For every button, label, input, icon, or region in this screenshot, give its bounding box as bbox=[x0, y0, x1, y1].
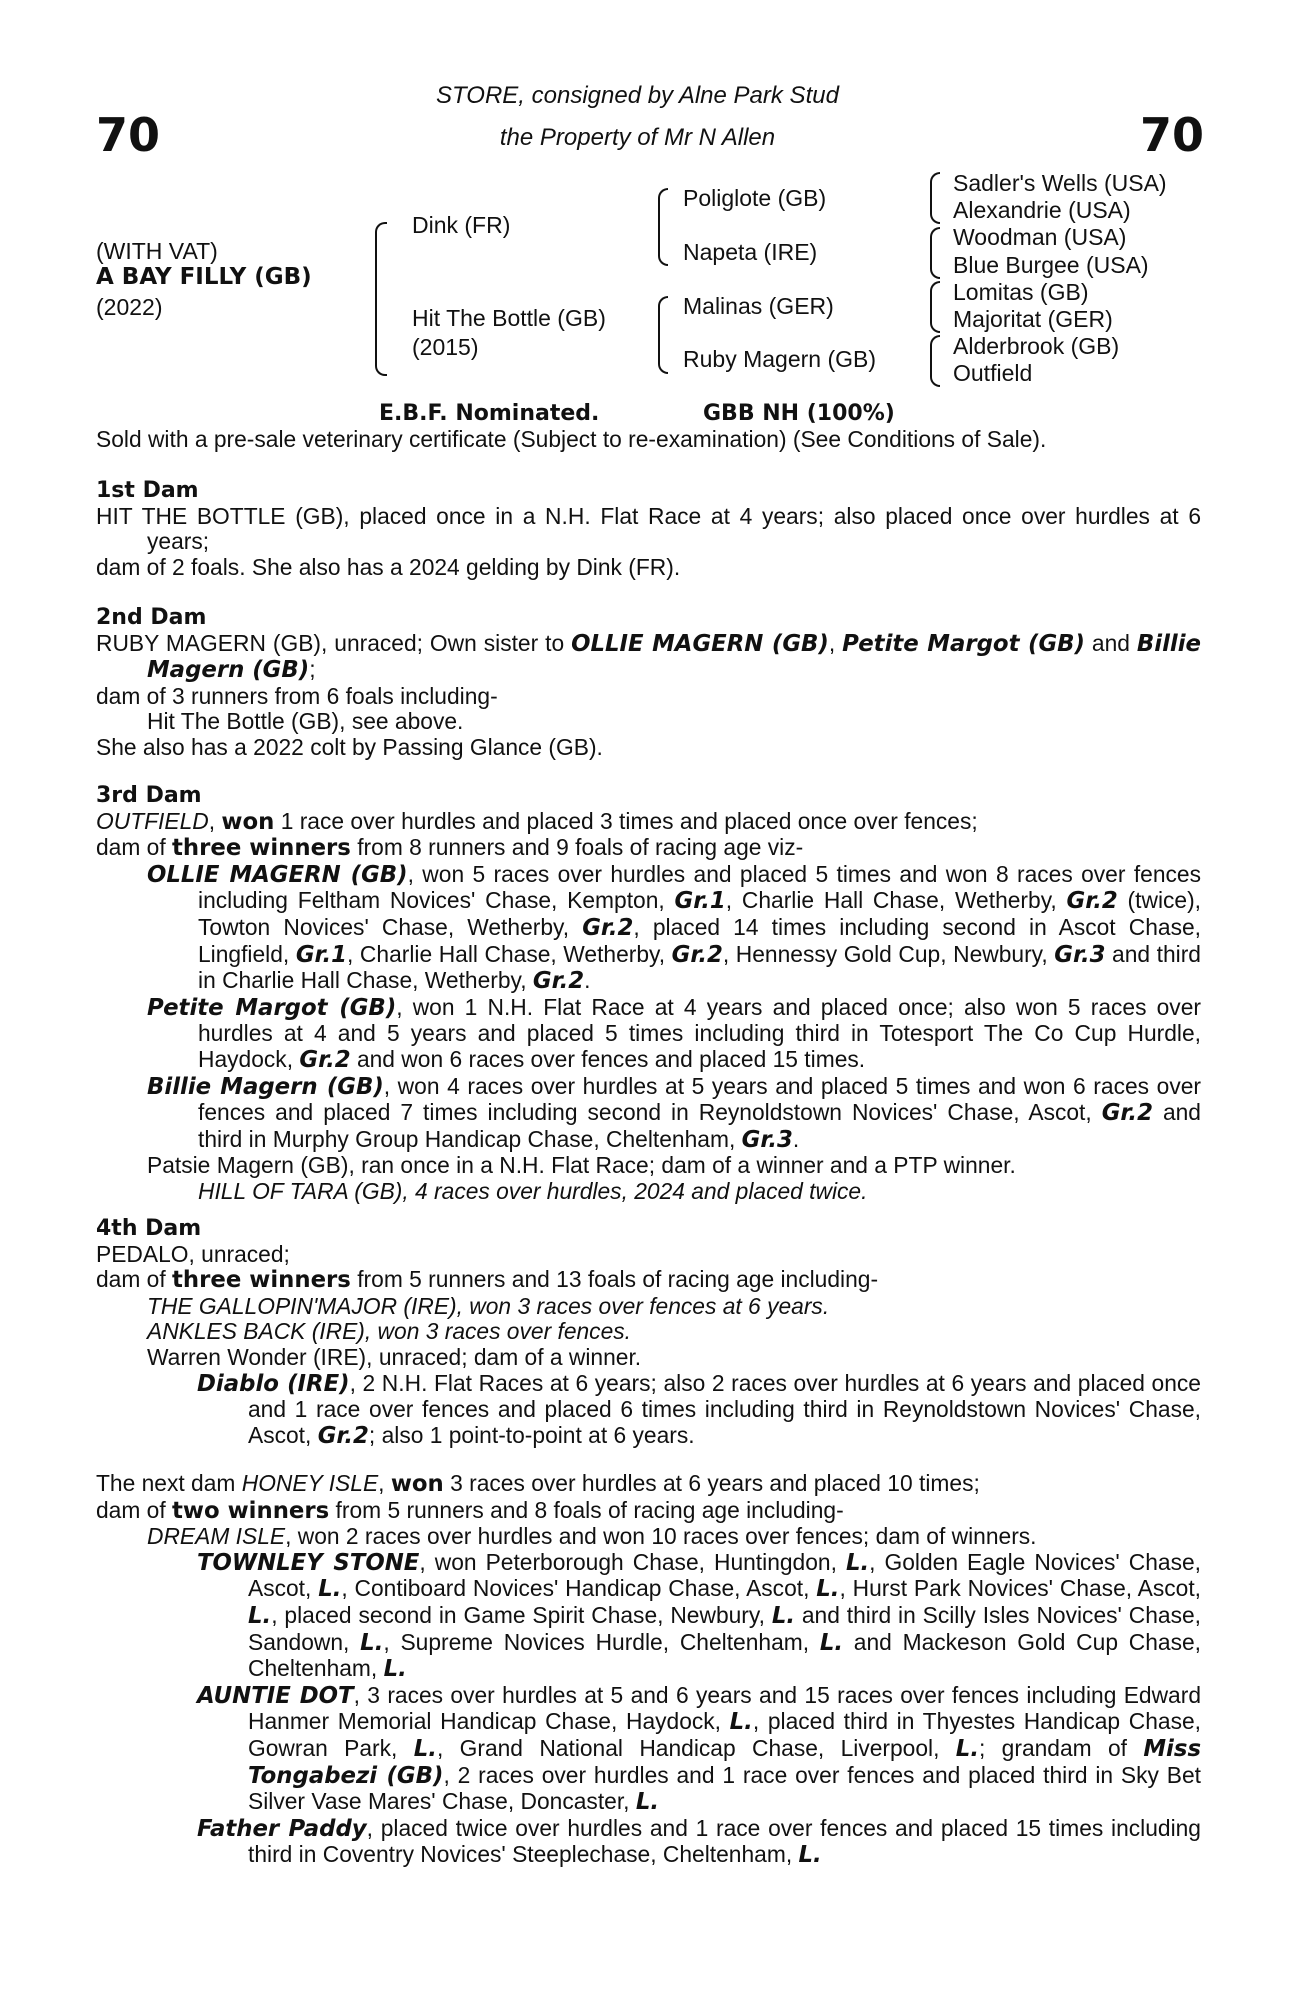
billie-name: Billie Magern (GB) bbox=[147, 1073, 384, 1100]
second-dam-progeny: Hit The Bottle (GB), see above. bbox=[147, 708, 464, 735]
first-dam-line: HIT THE BOTTLE (GB), placed once in a N.H. Flat Race at 4 years; also placed once over hurdles at 6 years; bbox=[96, 502, 1201, 555]
second-dam-text: RUBY MAGERN (GB), unraced; Own sister to bbox=[96, 629, 572, 656]
text: , placed 14 times including second in Ascot Chase, Lingfield, bbox=[198, 913, 1201, 967]
listed-mark: L. bbox=[248, 1602, 272, 1629]
fourth-dam-heading: 4th Dam bbox=[96, 1216, 202, 1241]
text: , won 1 N.H. Flat Race at 4 years and placed once; also won 5 races over hurdles at 4 and 5 years and placed 5 times including third in Totesport The Co Cup Hurdle, Haydock, bbox=[198, 993, 1201, 1072]
text: , Hurst Park Novices' Chase, Ascot, bbox=[839, 1575, 1202, 1602]
text: . bbox=[792, 1125, 800, 1152]
third-dam-heading: 3rd Dam bbox=[96, 783, 202, 808]
pedigree-sire: Dink (FR) bbox=[412, 212, 511, 238]
diablo-name: Diablo (IRE) bbox=[197, 1370, 350, 1397]
text: 3 races over hurdles at 6 years and placed 10 times; bbox=[443, 1470, 980, 1496]
listed-mark: L. bbox=[816, 1576, 840, 1603]
listed-mark: L. bbox=[635, 1789, 660, 1816]
grade: Gr.3 bbox=[1054, 941, 1106, 968]
sibling-petite: Petite Margot (GB) bbox=[842, 630, 1085, 657]
progeny-patsie: Patsie Magern (GB), ran once in a N.H. Flat Race; dam of a winner and a PTP winner. bbox=[147, 1152, 1016, 1179]
second-dam-heading: 2nd Dam bbox=[96, 605, 207, 630]
listed-mark: L. bbox=[845, 1549, 870, 1576]
text: , Supreme Novices Hurdle, Cheltenham, bbox=[383, 1628, 820, 1655]
sibling-billie: Billie Magern (GB) bbox=[147, 630, 1201, 684]
text: , Hennessy Gold Cup, Newbury, bbox=[722, 940, 1055, 967]
sep: ; bbox=[309, 656, 316, 683]
text: , placed twice over hurdles and 1 race over fences and placed 15 times including third in Coventry Novices' Steeplechase, Cheltenham, bbox=[248, 1814, 1201, 1868]
text: from 5 runners and 8 foals of racing age including- bbox=[329, 1496, 844, 1523]
grade: Gr.2 bbox=[582, 914, 634, 941]
text: from 8 runners and 9 foals of racing age viz- bbox=[350, 834, 804, 861]
text: , 3 races over hurdles at 5 and 6 years and 15 races over fences including Edward Hanmer Memorial Handicap Chase, Haydock, bbox=[248, 1681, 1202, 1735]
text: and third in Murphy Group Handicap Chase, Cheltenham, bbox=[198, 1099, 1201, 1152]
second-dam-colt: She also has a 2022 colt by Passing Glance (GB). bbox=[96, 733, 603, 760]
progeny-warren-wonder: Warren Wonder (IRE), unraced; dam of a winner. bbox=[147, 1343, 642, 1370]
sep: and bbox=[1084, 629, 1137, 656]
pedigree-brace-5 bbox=[930, 227, 940, 279]
auntie-name: AUNTIE DOT bbox=[197, 1682, 354, 1709]
listed-mark: L. bbox=[771, 1602, 795, 1629]
listed-mark: L. bbox=[729, 1709, 753, 1736]
text: . bbox=[584, 967, 591, 994]
text: , Grand National Handicap Chase, Liverpool, bbox=[436, 1734, 956, 1761]
text: , won 5 races over hurdles and placed 5 times and won 8 races over fences including Feltham Novices' Chase, Kempton, bbox=[198, 860, 1201, 914]
third-dam-record: 1 race over hurdles and placed 3 times and placed once over fences; bbox=[274, 807, 978, 834]
text: , Contiboard Novices' Handicap Chase, Ascot, bbox=[341, 1575, 817, 1602]
text: dam of bbox=[96, 1496, 173, 1523]
third-dam-produce bbox=[96, 835, 1201, 862]
vet-certificate-note: Sold with a pre-sale veterinary certificate (Subject to re-examination) (See Conditions of Sale). bbox=[96, 426, 1047, 452]
property-line: the Property of Mr N Allen bbox=[499, 124, 776, 151]
sibling-ollie: OLLIE MAGERN (GB) bbox=[571, 630, 829, 657]
next-dam-produce bbox=[96, 1498, 1201, 1525]
third-dam-section bbox=[96, 783, 1201, 1205]
first-dam-foals: dam of 2 foals. She also has a 2024 gelding by Dink (FR). bbox=[96, 553, 681, 580]
pedigree-dam: Hit The Bottle (GB) bbox=[412, 305, 606, 331]
pedigree-dds: Alderbrook (GB) bbox=[953, 333, 1120, 359]
miss-tongabezi-name: Miss Tongabezi (GB) bbox=[248, 1735, 1202, 1789]
progeny-ollie bbox=[96, 862, 1201, 995]
text: The next dam bbox=[96, 1470, 242, 1496]
grade: Gr.3 bbox=[741, 1126, 793, 1153]
progeny-gallopin-major: THE GALLOPIN'MAJOR (IRE), won 3 races over fences at 6 years. bbox=[147, 1292, 830, 1319]
pedigree-sds: Woodman (USA) bbox=[953, 224, 1127, 250]
next-dam-line bbox=[96, 1471, 1201, 1498]
grade: Gr.2 bbox=[671, 941, 723, 968]
winners-count: three winners bbox=[172, 835, 351, 862]
fourth-dam-produce bbox=[96, 1267, 1201, 1294]
lot-number-right: 70 bbox=[1139, 108, 1204, 162]
consignor-line: STORE, consigned by Alne Park Stud bbox=[436, 82, 839, 109]
text: (twice), Towton Novices' Chase, Wetherby, bbox=[198, 887, 1202, 940]
text: dam of bbox=[96, 834, 173, 861]
pedigree-brace-3 bbox=[658, 296, 668, 374]
listed-mark: L. bbox=[360, 1629, 384, 1656]
winners-count: three winners bbox=[172, 1267, 351, 1294]
ebf-nominated: E.B.F. Nominated. bbox=[379, 401, 600, 426]
text: dam of bbox=[96, 1266, 173, 1293]
grade: Gr.1 bbox=[674, 888, 726, 915]
grade: Gr.2 bbox=[532, 968, 585, 995]
progeny-dream-isle bbox=[96, 1524, 1201, 1550]
listed-mark: L. bbox=[955, 1735, 979, 1762]
second-dam-runners: dam of 3 runners from 6 foals including- bbox=[96, 682, 498, 709]
progeny-townley-stone bbox=[96, 1550, 1201, 1683]
text: , placed second in Game Spirit Chase, Newbury, bbox=[271, 1601, 772, 1628]
listed-mark: L. bbox=[798, 1842, 822, 1869]
pedigree-dam-dam: Ruby Magern (GB) bbox=[683, 346, 877, 372]
pedigree-brace-6 bbox=[930, 281, 940, 333]
next-dam-name: HONEY ISLE bbox=[241, 1470, 379, 1496]
dream-isle-name: DREAM ISLE bbox=[147, 1523, 286, 1550]
text: , won 4 races over hurdles at 5 years and placed 5 times and won 6 races over fences and placed 7 times including second in Reynoldstown Novices' Chase, Ascot, bbox=[198, 1072, 1201, 1126]
fourth-dam-section bbox=[96, 1216, 1201, 1449]
text: and third in Scilly Isles Novices' Chase, Sandown, bbox=[248, 1601, 1201, 1655]
pedigree-sdd: Blue Burgee (USA) bbox=[953, 252, 1149, 278]
second-dam-line bbox=[96, 631, 1201, 684]
townley-name: TOWNLEY STONE bbox=[197, 1549, 420, 1576]
text: from 5 runners and 13 foals of racing age including- bbox=[350, 1266, 879, 1293]
first-dam-section bbox=[96, 478, 1201, 580]
ollie-name: OLLIE MAGERN (GB) bbox=[147, 861, 408, 888]
pedigree-dsd: Majoritat (GER) bbox=[953, 306, 1113, 332]
text: , Golden Eagle Novices' Chase, Ascot, bbox=[248, 1548, 1202, 1602]
pedigree-ddd: Outfield bbox=[953, 360, 1033, 386]
grade: Gr.2 bbox=[317, 1422, 369, 1449]
progeny-hill-of-tara: HILL OF TARA (GB), 4 races over hurdles, 2024 and placed twice. bbox=[198, 1177, 868, 1204]
progeny-diablo bbox=[96, 1371, 1201, 1450]
grade: Gr.1 bbox=[295, 941, 348, 968]
third-dam-name: OUTFIELD bbox=[96, 807, 209, 834]
second-dam-section bbox=[96, 605, 1201, 761]
listed-mark: L. bbox=[318, 1576, 342, 1603]
won-label: won bbox=[390, 1471, 444, 1497]
listed-mark: L. bbox=[819, 1629, 844, 1656]
text: , 2 races over hurdles and 1 race over fences and placed third in Sky Bet Silver Vase Mares' Chase, Doncaster, bbox=[248, 1761, 1201, 1815]
vat-note: (WITH VAT) bbox=[96, 238, 218, 264]
sep: , bbox=[208, 807, 222, 834]
grade: Gr.2 bbox=[299, 1046, 351, 1073]
listed-mark: L. bbox=[413, 1735, 437, 1762]
grade: Gr.2 bbox=[1066, 888, 1118, 915]
gbb-note: GBB NH (100%) bbox=[703, 401, 895, 426]
pedigree-brace-7 bbox=[930, 335, 940, 387]
text: , Charlie Hall Chase, Wetherby, bbox=[347, 940, 672, 967]
progeny-father-paddy bbox=[96, 1816, 1201, 1869]
text: and won 6 races over fences and placed 15 times. bbox=[350, 1045, 866, 1072]
petite-name: Petite Margot (GB) bbox=[147, 994, 397, 1021]
progeny-billie bbox=[96, 1074, 1201, 1154]
text: ; also 1 point-to-point at 6 years. bbox=[368, 1421, 695, 1448]
pedigree-sire-dam: Napeta (IRE) bbox=[683, 239, 818, 265]
pedigree-sss: Sadler's Wells (USA) bbox=[953, 170, 1167, 196]
text: and third in Charlie Hall Chase, Wetherby, bbox=[198, 940, 1201, 994]
progeny-ankles-back: ANKLES BACK (IRE), won 3 races over fences. bbox=[147, 1318, 631, 1345]
father-paddy-name: Father Paddy bbox=[197, 1815, 367, 1842]
sep: , bbox=[828, 629, 843, 656]
pedigree-dss: Lomitas (GB) bbox=[953, 279, 1089, 305]
text: , Charlie Hall Chase, Wetherby, bbox=[725, 887, 1067, 914]
text: , won Peterborough Chase, Huntingdon, bbox=[419, 1548, 846, 1575]
winners-count: two winners bbox=[172, 1497, 330, 1524]
first-dam-heading: 1st Dam bbox=[96, 478, 199, 503]
won-label: won bbox=[221, 808, 275, 835]
lot-number-left: 70 bbox=[96, 108, 161, 162]
text: , 2 N.H. Flat Races at 6 years; also 2 races over hurdles at 6 years and placed once and 1 race over fences and placed 6 times including third in Reynoldstown Novices' Chase, Ascot, bbox=[248, 1369, 1201, 1448]
pedigree-ssd: Alexandrie (USA) bbox=[953, 197, 1131, 223]
third-dam-line bbox=[96, 809, 1201, 836]
pedigree-sire-sire: Poliglote (GB) bbox=[683, 185, 827, 211]
pedigree-brace-4 bbox=[930, 172, 940, 224]
pedigree-dam-year: (2015) bbox=[412, 334, 479, 360]
horse-year: (2022) bbox=[96, 294, 163, 320]
text: , won 2 races over hurdles and won 10 races over fences; dam of winners. bbox=[285, 1523, 1037, 1550]
progeny-auntie-dot bbox=[96, 1683, 1201, 1816]
pedigree-brace-1 bbox=[375, 222, 387, 376]
text: , placed third in Thyestes Handicap Chase, Gowran Park, bbox=[248, 1708, 1201, 1761]
listed-mark: L. bbox=[383, 1656, 407, 1683]
next-dam-section bbox=[96, 1471, 1201, 1869]
text: ; grandam of bbox=[978, 1734, 1144, 1761]
pedigree-dam-sire: Malinas (GER) bbox=[683, 293, 834, 319]
progeny-petite bbox=[96, 995, 1201, 1074]
grade: Gr.2 bbox=[1101, 1100, 1153, 1127]
fourth-dam-line: PEDALO, unraced; bbox=[96, 1240, 290, 1267]
text: and Mackeson Gold Cup Chase, Cheltenham, bbox=[248, 1628, 1201, 1682]
pedigree-brace-2 bbox=[658, 188, 668, 266]
sep: , bbox=[378, 1470, 391, 1496]
horse-name: A BAY FILLY (GB) bbox=[96, 264, 312, 290]
